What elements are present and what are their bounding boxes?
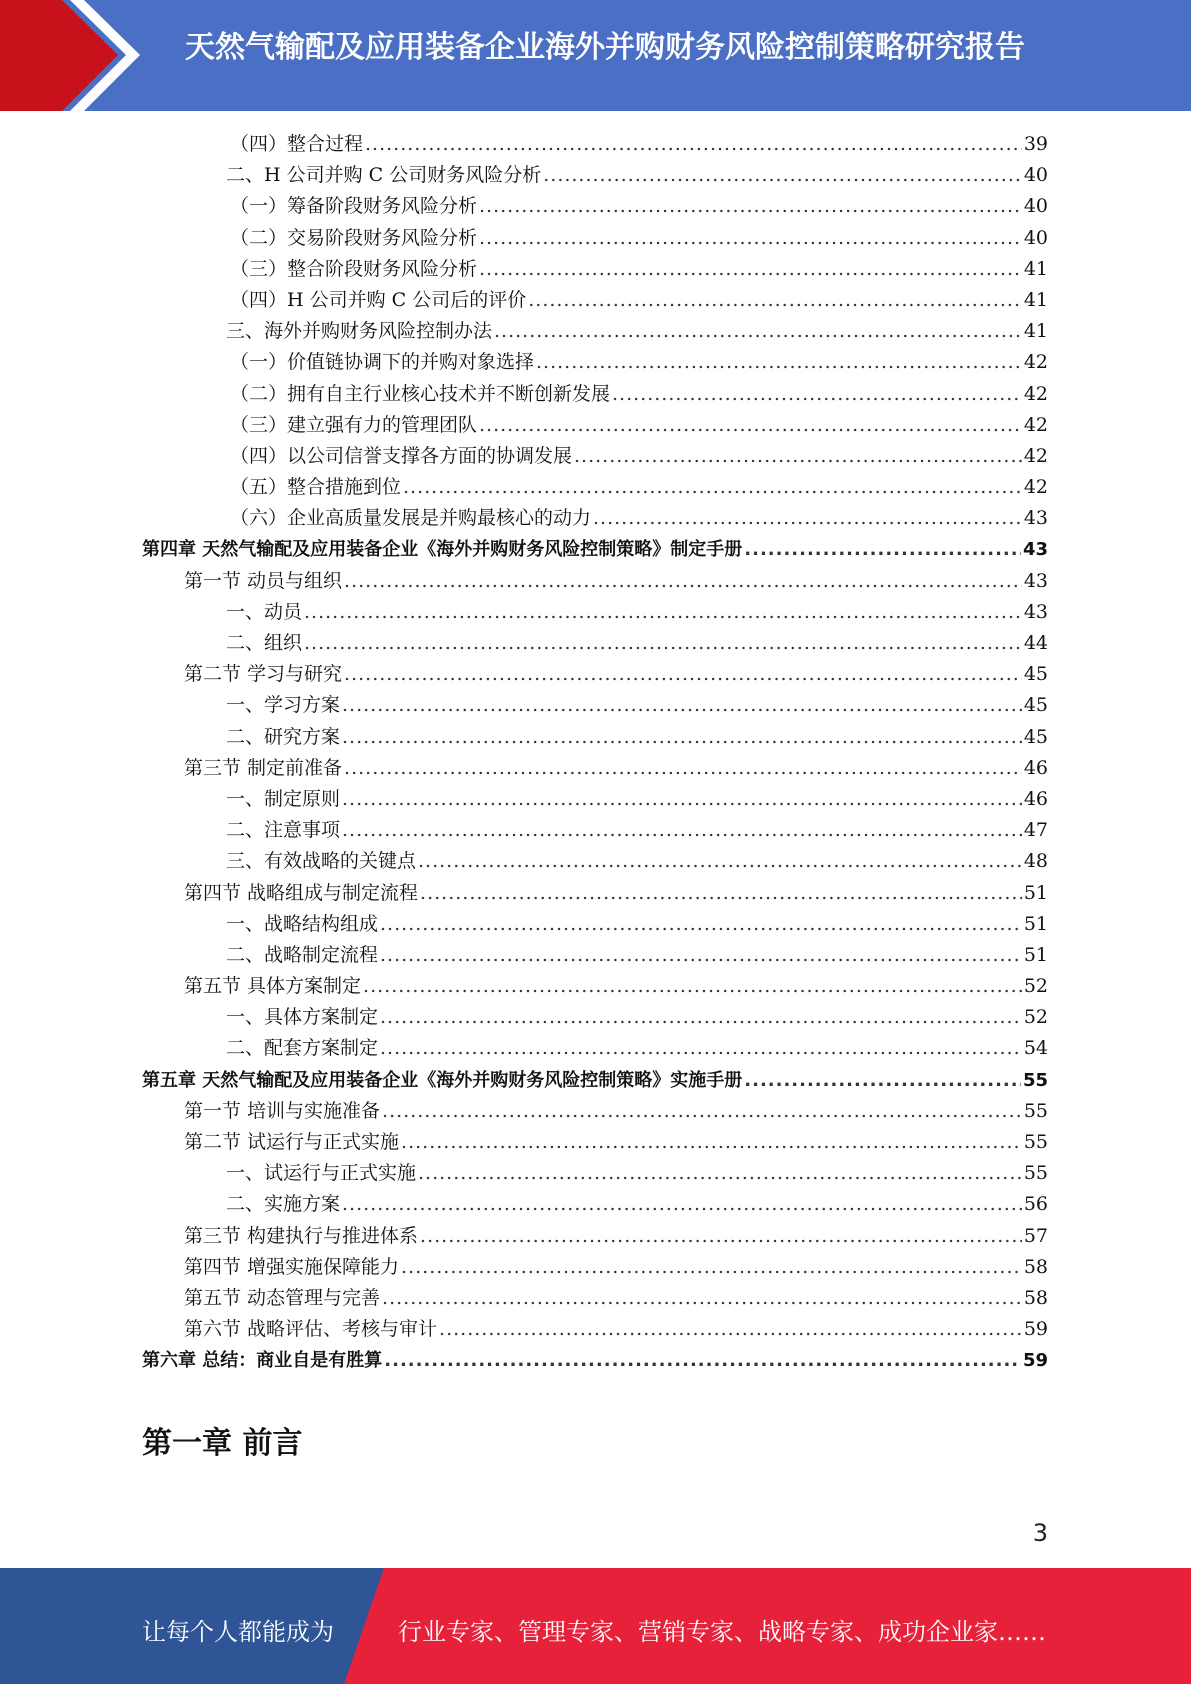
toc-leader-dots [574, 441, 1022, 472]
toc-entry-page: 43 [1023, 600, 1048, 623]
toc-entry-page: 55 [1022, 1069, 1048, 1091]
toc-entry-page: 46 [1023, 787, 1048, 810]
page-footer [0, 1568, 1191, 1684]
toc-entry-label: （五）整合措施到位 [230, 476, 402, 499]
toc-leader-dots [479, 191, 1022, 222]
toc-entry[interactable] [142, 1033, 1048, 1064]
page-number: 3 [1032, 1519, 1048, 1547]
toc-leader-dots [744, 1065, 1021, 1096]
toc-entry-label: 第五节 具体方案制定 [184, 975, 362, 998]
toc-entry[interactable] [142, 566, 1048, 597]
toc-entry-page: 45 [1023, 694, 1048, 717]
toc-entry-page: 40 [1023, 164, 1048, 187]
toc-leader-dots [418, 846, 1022, 877]
toc-entry-label: （二）交易阶段财务风险分析 [230, 226, 478, 249]
toc-entry-label: 三、海外并购财务风险控制办法 [226, 320, 493, 343]
toc-entry-label: 第二节 学习与研究 [184, 663, 343, 686]
toc-entry-page: 41 [1023, 320, 1048, 343]
toc-leader-dots [479, 223, 1022, 254]
toc-leader-dots [344, 659, 1022, 690]
toc-leader-dots [344, 753, 1022, 784]
toc-entry[interactable] [142, 254, 1048, 285]
page-header [0, 0, 1191, 111]
toc-entry-label: （二）拥有自主行业核心技术并不断创新发展 [230, 382, 611, 405]
toc-entry-page: 58 [1023, 1255, 1048, 1278]
toc-entry-label: 三、有效战略的关键点 [226, 850, 417, 873]
chapter-heading: 第一章 前言 [142, 1426, 303, 1461]
toc-entry[interactable] [142, 472, 1048, 503]
toc-leader-dots [403, 472, 1022, 503]
toc-leader-dots [418, 1158, 1022, 1189]
toc-entry-label: 二、H 公司并购 C 公司财务风险分析 [226, 164, 542, 187]
toc-entry-page: 44 [1023, 632, 1048, 654]
toc-leader-dots [420, 1221, 1022, 1252]
toc-entry-label: （一）价值链协调下的并购对象选择 [230, 351, 535, 374]
toc-entry-page: 43 [1023, 507, 1048, 530]
toc-entry-page: 45 [1023, 725, 1048, 748]
toc-entry[interactable] [142, 347, 1048, 378]
toc-entry-page: 58 [1023, 1286, 1048, 1309]
toc-entry[interactable] [142, 753, 1048, 784]
document-title: 天然气输配及应用装备企业海外并购财务风险控制策略研究报告 [185, 30, 1025, 65]
toc-entry-label: 二、注意事项 [226, 819, 341, 842]
toc-entry[interactable] [142, 1065, 1048, 1096]
toc-entry-label: 一、试运行与正式实施 [226, 1162, 417, 1185]
toc-entry[interactable] [142, 846, 1048, 877]
toc-leader-dots [401, 1252, 1022, 1283]
toc-leader-dots [401, 1127, 1022, 1158]
toc-entry[interactable] [142, 1314, 1048, 1345]
toc-entry-page: 51 [1023, 881, 1048, 904]
toc-leader-dots [593, 503, 1022, 534]
toc-entry[interactable] [142, 160, 1048, 191]
toc-leader-dots [382, 1096, 1022, 1127]
toc-entry-label: 一、具体方案制定 [226, 1006, 379, 1029]
toc-entry-page: 47 [1023, 819, 1048, 842]
toc-entry[interactable] [142, 129, 1048, 160]
toc-leader-dots [342, 722, 1022, 753]
toc-entry-label: 一、学习方案 [226, 694, 341, 717]
toc-leader-dots [380, 909, 1022, 940]
toc-entry[interactable] [142, 784, 1048, 815]
toc-entry-page: 41 [1023, 288, 1048, 311]
toc-entry-page: 43 [1022, 539, 1048, 561]
toc-entry[interactable] [142, 379, 1048, 410]
toc-entry[interactable] [142, 940, 1048, 971]
toc-entry[interactable] [142, 1096, 1048, 1127]
toc-entry-page: 56 [1023, 1193, 1048, 1216]
toc-entry-page: 39 [1023, 133, 1048, 155]
footer-slogan-right: 行业专家、管理专家、营销专家、战略专家、成功企业家…… [398, 1618, 1046, 1646]
toc-leader-dots [439, 1314, 1022, 1345]
toc-entry-page: 40 [1023, 226, 1048, 249]
toc-entry-page: 57 [1023, 1224, 1048, 1247]
toc-entry[interactable] [142, 191, 1048, 222]
toc-entry-page: 59 [1022, 1350, 1048, 1372]
toc-leader-dots [612, 379, 1022, 410]
toc-leader-dots [494, 316, 1022, 347]
toc-entry-page: 42 [1023, 444, 1048, 467]
toc-entry-page: 42 [1023, 382, 1048, 405]
toc-entry[interactable] [142, 503, 1048, 534]
toc-entry[interactable] [142, 441, 1048, 472]
toc-leader-dots [382, 1283, 1022, 1314]
toc-entry-page: 59 [1023, 1318, 1048, 1341]
toc-leader-dots [304, 597, 1022, 628]
toc-entry[interactable] [142, 1221, 1048, 1252]
toc-entry[interactable] [142, 1189, 1048, 1220]
toc-entry-label: （四）整合过程 [230, 133, 364, 155]
toc-entry-page: 51 [1023, 912, 1048, 935]
toc-entry[interactable] [142, 628, 1048, 659]
toc-entry[interactable] [142, 223, 1048, 254]
toc-entry[interactable] [142, 316, 1048, 347]
toc-entry-label: 第一节 动员与组织 [184, 569, 343, 592]
toc-entry-label: 二、组织 [226, 632, 303, 654]
header-red-arrow-icon [0, 0, 160, 111]
toc-entry-page: 48 [1023, 850, 1048, 873]
toc-entry-label: 二、实施方案 [226, 1193, 341, 1216]
toc-entry[interactable] [142, 534, 1048, 565]
toc-entry-page: 54 [1023, 1037, 1048, 1060]
toc-leader-dots [420, 878, 1022, 909]
toc-entry-label: （四）H 公司并购 C 公司后的评价 [230, 288, 527, 311]
toc-entry-label: （六）企业高质量发展是并购最核心的动力 [230, 507, 592, 530]
toc-leader-dots [342, 784, 1022, 815]
toc-entry-label: 一、动员 [226, 600, 303, 623]
toc-leader-dots [384, 1345, 1021, 1376]
toc-entry-label: 第二节 试运行与正式实施 [184, 1131, 400, 1153]
toc-entry[interactable] [142, 1345, 1048, 1376]
toc-entry-label: （三）整合阶段财务风险分析 [230, 257, 478, 280]
toc-leader-dots [479, 254, 1022, 285]
toc-entry-label: 二、配套方案制定 [226, 1037, 379, 1060]
toc-leader-dots [380, 940, 1022, 971]
toc-entry-label: 第一节 培训与实施准备 [184, 1099, 381, 1122]
toc-entry-label: 第四节 战略组成与制定流程 [184, 881, 419, 904]
toc-entry[interactable] [142, 285, 1048, 316]
toc-entry-label: 一、制定原则 [226, 787, 341, 810]
toc-entry-page: 45 [1023, 663, 1048, 686]
toc-entry-page: 55 [1023, 1099, 1048, 1122]
toc-entry-page: 41 [1023, 257, 1048, 280]
toc-entry-label: 第四章 天然气输配及应用装备企业《海外并购财务风险控制策略》制定手册 [142, 539, 743, 561]
toc-leader-dots [342, 815, 1022, 846]
toc-leader-dots [344, 566, 1022, 597]
toc-entry[interactable] [142, 659, 1048, 690]
toc-entry-label: 第五章 天然气输配及应用装备企业《海外并购财务风险控制策略》实施手册 [142, 1069, 743, 1091]
toc-leader-dots [342, 1189, 1022, 1220]
toc-entry[interactable] [142, 909, 1048, 940]
toc-entry-label: 二、研究方案 [226, 725, 341, 748]
toc-entry-label: （一）筹备阶段财务风险分析 [230, 195, 478, 218]
toc-entry[interactable] [142, 1002, 1048, 1033]
footer-slogan-left: 让每个人都能成为 [142, 1618, 334, 1646]
toc-entry-page: 42 [1023, 351, 1048, 374]
toc-entry-label: 第三节 构建执行与推进体系 [184, 1224, 419, 1247]
toc-entry-label: 第三节 制定前准备 [184, 756, 343, 779]
toc-leader-dots [380, 1033, 1022, 1064]
toc-leader-dots [365, 129, 1022, 160]
toc-leader-dots [479, 410, 1022, 441]
toc-entry[interactable] [142, 410, 1048, 441]
toc-leader-dots [543, 160, 1022, 191]
toc-entry-page: 42 [1023, 413, 1048, 436]
toc-entry-page: 52 [1023, 975, 1048, 998]
table-of-contents [142, 129, 1048, 1377]
toc-entry-page: 52 [1023, 1006, 1048, 1029]
toc-entry-label: 一、战略结构组成 [226, 912, 379, 935]
toc-entry-page: 43 [1023, 569, 1048, 592]
toc-entry[interactable] [142, 1127, 1048, 1158]
toc-leader-dots [380, 1002, 1022, 1033]
toc-leader-dots [536, 347, 1022, 378]
toc-entry[interactable] [142, 1283, 1048, 1314]
toc-entry[interactable] [142, 722, 1048, 753]
toc-entry-label: （四）以公司信誉支撑各方面的协调发展 [230, 444, 573, 467]
toc-entry-label: 第六章 总结：商业自是有胜算 [142, 1350, 383, 1372]
toc-entry-page: 51 [1023, 943, 1048, 966]
toc-entry-label: 第五节 动态管理与完善 [184, 1286, 381, 1309]
toc-entry-page: 55 [1023, 1162, 1048, 1185]
toc-entry[interactable] [142, 1158, 1048, 1189]
toc-leader-dots [342, 690, 1022, 721]
toc-leader-dots [744, 534, 1021, 565]
toc-entry-page: 46 [1023, 756, 1048, 779]
toc-leader-dots [363, 971, 1022, 1002]
toc-entry-label: 第六节 战略评估、考核与审计 [184, 1318, 438, 1341]
toc-entry-label: （三）建立强有力的管理团队 [230, 413, 478, 436]
toc-entry[interactable] [142, 971, 1048, 1002]
toc-entry-page: 42 [1023, 476, 1048, 499]
toc-entry-label: 二、战略制定流程 [226, 943, 379, 966]
toc-leader-dots [528, 285, 1022, 316]
toc-entry-page: 40 [1023, 195, 1048, 218]
toc-entry-label: 第四节 增强实施保障能力 [184, 1255, 400, 1278]
toc-entry-page: 55 [1023, 1131, 1048, 1153]
toc-entry[interactable] [142, 878, 1048, 909]
toc-entry[interactable] [142, 1252, 1048, 1283]
toc-leader-dots [304, 628, 1022, 659]
toc-entry[interactable] [142, 690, 1048, 721]
toc-entry[interactable] [142, 597, 1048, 628]
toc-entry[interactable] [142, 815, 1048, 846]
